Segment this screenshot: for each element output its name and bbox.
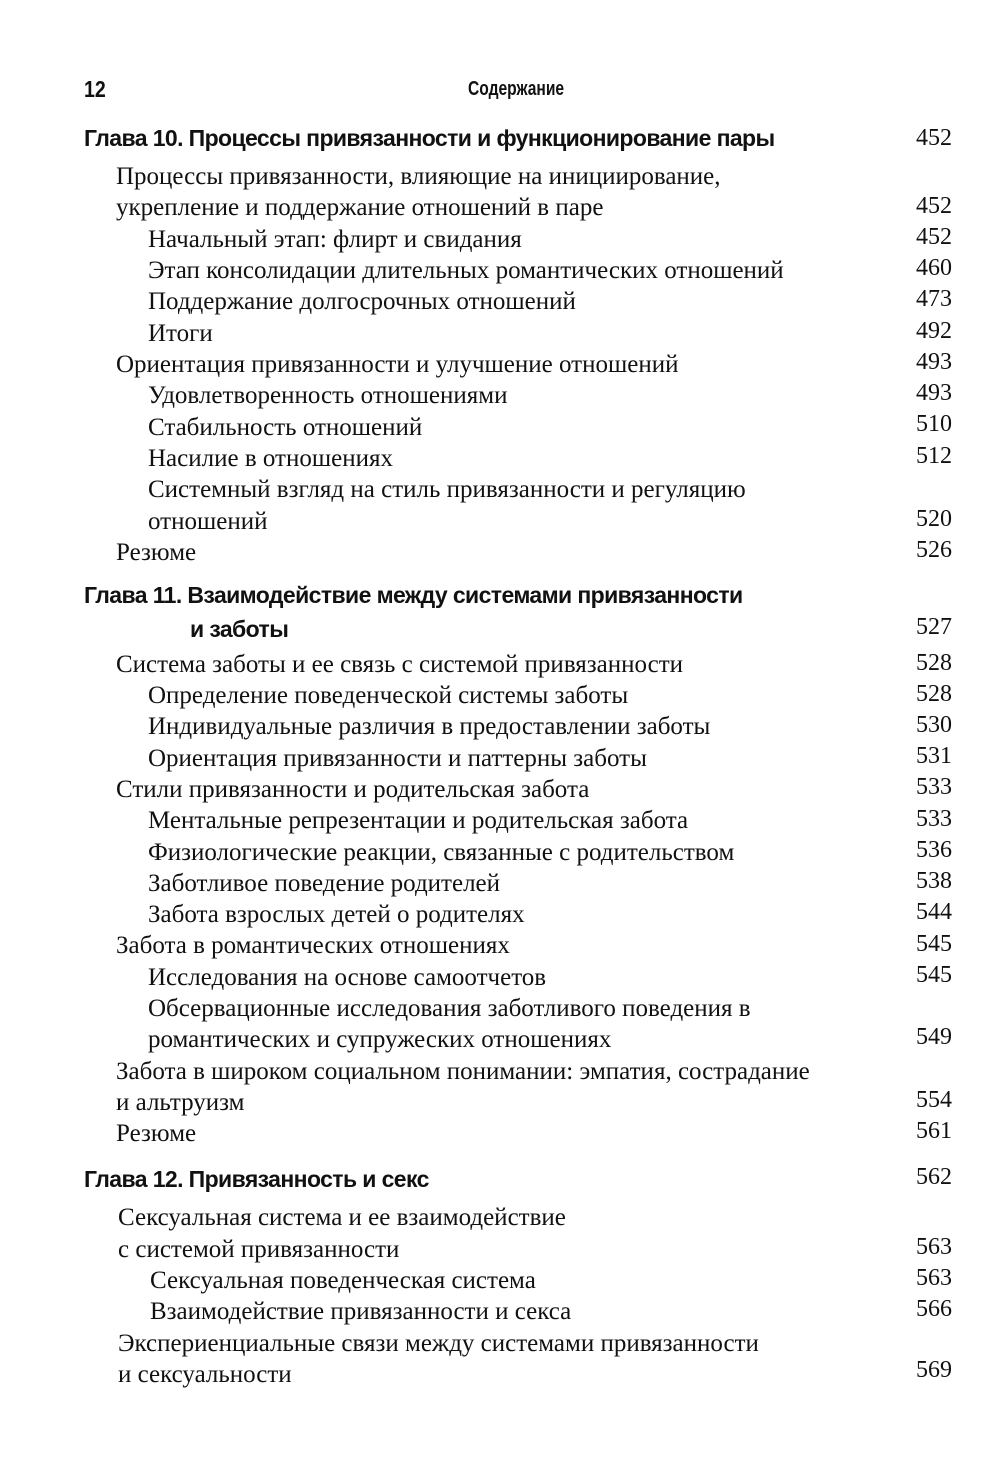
toc-entry: Итоги	[148, 320, 213, 347]
toc-entry: Этап консолидации длительных романтических отношений	[148, 257, 784, 284]
toc-entry: Удовлетворенность отношениями	[148, 382, 508, 409]
toc-page: 493	[916, 380, 952, 406]
toc-entry: Ориентация привязанности и паттерны заботы	[148, 745, 647, 772]
toc-entry: укрепление и поддержание отношений в паре	[116, 194, 604, 221]
toc-entry: Стабильность отношений	[148, 414, 423, 441]
toc-page: 452	[916, 193, 952, 219]
toc-page: 530	[916, 712, 952, 738]
toc-page: 473	[916, 286, 952, 312]
chapter-10-title: Глава 10. Процессы привязанности и функционирование пары	[84, 125, 775, 151]
chapter-12-page: 562	[916, 1164, 952, 1190]
toc-entry: Поддержание долгосрочных отношений	[148, 288, 576, 315]
toc-entry: Ментальные репрезентации и родительская забота	[148, 807, 689, 834]
toc-page: 569	[916, 1357, 952, 1383]
toc-entry: романтических и супружеских отношениях	[148, 1026, 612, 1053]
toc-entry: Заботливое поведение родителей	[148, 870, 501, 897]
toc-page: 561	[916, 1118, 952, 1144]
toc-page: 460	[916, 255, 952, 281]
toc-page: 528	[916, 681, 952, 707]
toc-entry: Начальный этап: флирт и свидания	[148, 226, 522, 253]
toc-entry: и сексуальности	[118, 1361, 292, 1388]
toc-entry: Взаимодействие привязанности и секса	[150, 1298, 572, 1325]
toc-page: 536	[916, 837, 952, 863]
toc-page: 538	[916, 868, 952, 894]
toc-page: 528	[916, 650, 952, 676]
toc-page: 566	[916, 1296, 952, 1322]
toc-entry: Стили привязанности и родительская забота	[116, 776, 590, 803]
toc-page: 544	[916, 899, 952, 925]
page-number: 12	[84, 76, 106, 102]
toc-entry: Исследования на основе самоотчетов	[148, 964, 547, 991]
toc-entry: Определение поведенческой системы заботы	[148, 682, 629, 709]
running-header: Содержание	[468, 78, 565, 100]
toc-entry: Экспериенциальные связи между системами привязанности	[118, 1330, 759, 1357]
toc-entry: Индивидуальные различия в предоставлении заботы	[148, 713, 711, 740]
toc-page: 493	[916, 349, 952, 375]
toc-entry: Ориентация привязанности и улучшение отношений	[116, 351, 679, 378]
toc-entry: Обсервационные исследования заботливого поведения в	[148, 995, 751, 1022]
toc-entry: Системный взгляд на стиль привязанности и регуляцию	[148, 476, 746, 503]
toc-entry: Система заботы и ее связь с системой привязанности	[116, 651, 684, 678]
toc-page: 492	[916, 318, 952, 344]
chapter-11-title: Глава 11. Взаимодействие между системами привязанности	[84, 582, 743, 608]
toc-page: 563	[916, 1265, 952, 1291]
toc-entry: Забота в романтических отношениях	[116, 932, 510, 959]
toc-page: 549	[916, 1024, 952, 1050]
toc-page: 545	[916, 962, 952, 988]
toc-page: 512	[916, 443, 952, 469]
toc-page: 563	[916, 1234, 952, 1260]
toc-page: 452	[916, 224, 952, 250]
toc-entry: Насилие в отношениях	[148, 445, 393, 472]
toc-page: 520	[916, 506, 952, 532]
toc-entry: Забота в широком социальном понимании: эмпатия, сострадание	[116, 1058, 810, 1085]
toc-page: 545	[916, 931, 952, 957]
toc-page: 533	[916, 774, 952, 800]
toc-entry: Сексуальная система и ее взаимодействие	[118, 1204, 566, 1231]
toc-entry: с системой привязанности	[118, 1236, 400, 1263]
toc-page: 554	[916, 1087, 952, 1113]
toc-page: 526	[916, 537, 952, 563]
chapter-11-page: 527	[916, 614, 952, 640]
toc-entry: Сексуальная поведенческая система	[150, 1267, 536, 1294]
chapter-12-title: Глава 12. Привязанность и секс	[84, 1166, 429, 1192]
toc-entry: Процессы привязанности, влияющие на инициирование,	[116, 163, 721, 190]
toc-page: 531	[916, 743, 952, 769]
chapter-10-page: 452	[916, 125, 952, 151]
toc-entry: отношений	[148, 508, 268, 535]
toc-page: 510	[916, 411, 952, 437]
toc-entry: Физиологические реакции, связанные с родительством	[148, 839, 735, 866]
toc-page: 533	[916, 806, 952, 832]
toc-entry: и альтруизм	[116, 1089, 245, 1116]
toc-entry: Резюме	[116, 1120, 197, 1147]
toc-entry: Резюме	[116, 539, 197, 566]
chapter-11-title-cont: и заботы	[190, 616, 289, 642]
toc-entry: Забота взрослых детей о родителях	[148, 901, 525, 928]
